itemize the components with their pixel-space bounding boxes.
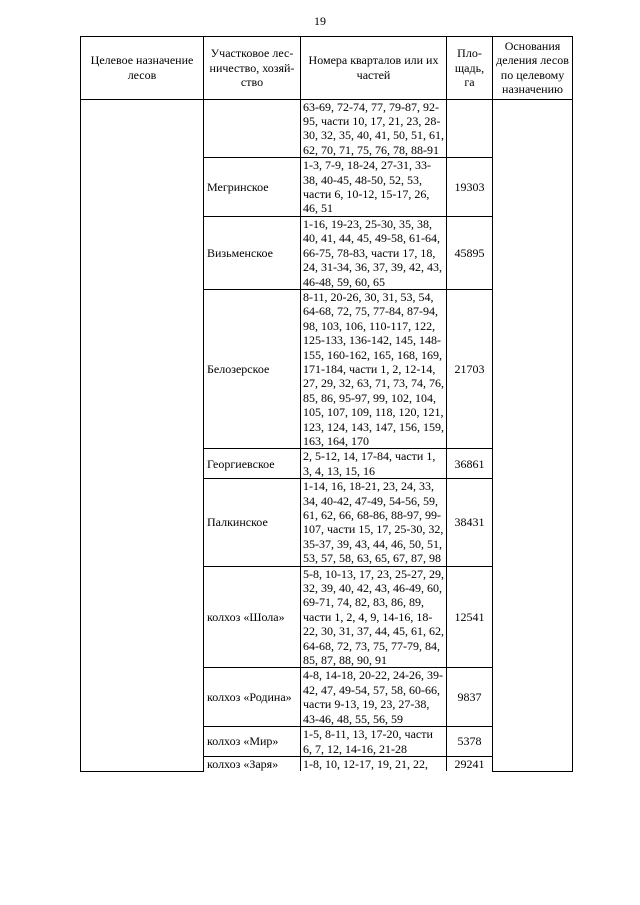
- forestry-cell: Визьменское: [204, 216, 301, 289]
- header-purpose: Целевое назначение лесов: [81, 37, 204, 100]
- area-cell: 29241: [447, 756, 493, 771]
- forestry-cell: колхоз «Мир»: [204, 727, 301, 757]
- quarters-cell: 1-3, 7-9, 18-24, 27-31, 33-38, 40-45, 48-50, 52, 53, части 6, 10-12, 15-17, 26, 46, 51: [301, 158, 447, 217]
- header-basis: Основания деления лесов по целевому назначению: [493, 37, 573, 100]
- quarters-cell: 5-8, 10-13, 17, 23, 25-27, 29, 32, 39, 40, 42, 43, 46-49, 60, 69-71, 74, 82, 83, 86, 89, части 1, 2, 4, 9, 14-16, 18-22, 30, 31, 37, 44, 45, 61, 62, 64-68, 72, 73, 75, 77-79, 84, 85, 87, 88, 90, 91: [301, 566, 447, 668]
- quarters-cell: 2, 5-12, 14, 17-84, части 1, 3, 4, 13, 15, 16: [301, 449, 447, 479]
- area-cell: 12541: [447, 566, 493, 668]
- forestry-cell: колхоз «Заря»: [204, 756, 301, 771]
- area-cell: [447, 99, 493, 158]
- quarters-cell: 8-11, 20-26, 30, 31, 53, 54, 64-68, 72, 75, 77-84, 87-94, 98, 103, 106, 110-117, 122, 125-133, 136-142, 145, 148-155, 160-162, 165, 168, 169, 171-184, части 1, 2, 12-14, 27, 29, 32, 63, 71, 73, 74, 76, 85, 86, 95-97, 99, 102, 104, 105, 107, 109, 118, 120, 121, 123, 124, 143, 147, 156, 159, 163, 164, 170: [301, 289, 447, 448]
- area-cell: 5378: [447, 727, 493, 757]
- header-forestry: Участковое лес-ничество, хозяй-ство: [204, 37, 301, 100]
- quarters-cell: 1-16, 19-23, 25-30, 35, 38, 40, 41, 44, 45, 49-58, 61-64, 66-75, 78-83, части 17, 18, 24, 31-34, 36, 37, 39, 42, 43, 46-48, 59, 60, 65: [301, 216, 447, 289]
- area-cell: 19303: [447, 158, 493, 217]
- table-body: [81, 99, 573, 771]
- quarters-cell: 4-8, 14-18, 20-22, 24-26, 39-42, 47, 49-54, 57, 58, 60-66, части 9-13, 19, 23, 27-38, 43-46, 48, 55, 56, 59: [301, 668, 447, 727]
- header-area: Пло-щадь, га: [447, 37, 493, 100]
- area-cell: 36861: [447, 449, 493, 479]
- page-number: 19: [314, 14, 326, 28]
- forestry-cell: Георгиевское: [204, 449, 301, 479]
- quarters-cell: 1-8, 10, 12-17, 19, 21, 22,: [301, 756, 447, 771]
- forestry-cell: Мегринское: [204, 158, 301, 217]
- header-quarters: Номера кварталов или их частей: [301, 37, 447, 100]
- forestry-cell: Палкинское: [204, 479, 301, 566]
- area-cell: 21703: [447, 289, 493, 448]
- forestry-cell: колхоз «Родина»: [204, 668, 301, 727]
- quarters-cell: 63-69, 72-74, 77, 79-87, 92-95, части 10, 17, 21, 23, 28-30, 32, 35, 40, 41, 50, 51, 61, 62, 70, 71, 75, 76, 78, 88-91: [301, 99, 447, 158]
- forestry-cell: колхоз «Шола»: [204, 566, 301, 668]
- quarters-cell: 1-5, 8-11, 13, 17-20, части 6, 7, 12, 14-16, 21-28: [301, 727, 447, 757]
- area-cell: 45895: [447, 216, 493, 289]
- quarters-cell: 1-14, 16, 18-21, 23, 24, 33, 34, 40-42, 47-49, 54-56, 59, 61, 62, 66, 68-86, 88-97, 99-107, части 15, 17, 25-30, 32, 35-37, 39, 43, 44, 46, 50, 51, 53, 57, 58, 63, 65, 67, 87, 98: [301, 479, 447, 566]
- forestry-cell: [204, 99, 301, 158]
- table-header-row: [81, 37, 573, 100]
- table-row: [81, 99, 573, 158]
- purpose-cell: [81, 99, 204, 771]
- forestry-cell: Белозерское: [204, 289, 301, 448]
- basis-cell: [493, 99, 573, 771]
- area-cell: 9837: [447, 668, 493, 727]
- area-cell: 38431: [447, 479, 493, 566]
- forest-purpose-table: [80, 36, 573, 772]
